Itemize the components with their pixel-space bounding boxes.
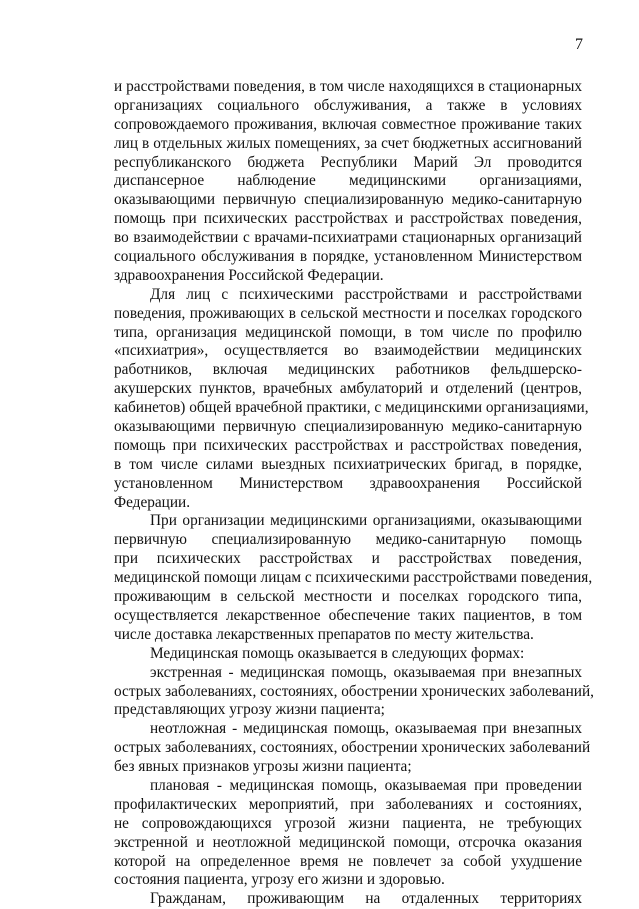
text-line: которой на определенное время не повлечет за собой ухудшение — [114, 852, 582, 870]
text-line: помощь при психических расстройствах и расстройствах поведения, — [114, 436, 582, 454]
text-line: работников, включая медицинских работников фельдшерско- — [114, 361, 582, 379]
paragraph — [114, 777, 582, 890]
text-line: установленном Министерством здравоохранения Российской — [114, 474, 582, 492]
text-line: плановая - медицинская помощь, оказываемая при проведении — [150, 776, 582, 794]
text-line: острых заболеваниях, состояниях, обострении хронических заболеваний, — [114, 682, 594, 700]
document-body — [114, 78, 594, 909]
text-line: сопровождаемого проживания, включая совместное проживание таких — [114, 115, 582, 133]
text-line: острых заболеваниях, состояниях, обострении хронических заболеваний — [114, 739, 591, 757]
text-line: здравоохранения Российской Федерации. — [114, 266, 384, 284]
text-line: Федерации. — [114, 493, 191, 511]
text-line: «психиатрия», осуществляется во взаимодействии медицинских — [114, 342, 582, 360]
text-line: оказывающими первичную специализированную медико-санитарную — [114, 191, 582, 209]
text-line: и расстройствами поведения, в том числе находящихся в стационарных — [114, 78, 582, 95]
paragraph — [114, 285, 589, 513]
text-line: Медицинская помощь оказывается в следующих формах: — [150, 644, 525, 662]
paragraph — [114, 720, 591, 777]
paragraph — [114, 645, 582, 664]
text-line: профилактических мероприятий, при заболеваниях и состояниях, — [114, 795, 582, 813]
text-line: кабинетов) общей врачебной практики, с медицинскими организациями, — [114, 399, 589, 417]
text-line: представляющих угрозу жизни пациента; — [114, 701, 385, 719]
text-line: медицинской помощи лицам с психическими расстройствами поведения, — [114, 569, 593, 587]
text-line: оказывающими первичную специализированную медико-санитарную — [114, 418, 582, 436]
text-line: экстренная - медицинская помощь, оказываемая при внезапных — [150, 663, 582, 681]
text-line: При организации медицинскими организациями, оказывающими — [150, 512, 582, 530]
text-line: типа, организация медицинской помощи, в том числе по профилю — [114, 323, 582, 341]
text-line: без явных признаков угрозы жизни пациента; — [114, 758, 412, 776]
text-line: при психических расстройствах и расстройствах поведения, — [114, 550, 582, 568]
page-number: 7 — [575, 36, 583, 53]
text-line: неотложная - медицинская помощь, оказываемая при внезапных — [150, 720, 582, 738]
text-line: проживающим в сельской местности и поселках городского типа, — [114, 588, 582, 606]
paragraph — [114, 512, 593, 644]
text-line: Для лиц с психическими расстройствами и расстройствами — [150, 285, 582, 303]
text-line: акушерских пунктов, врачебных амбулаторий и отделений (центров, — [114, 380, 582, 398]
text-line: осуществляется лекарственное обеспечение таких пациентов, в том — [114, 606, 582, 624]
text-line: лиц в отдельных жилых помещениях, за счет бюджетных ассигнований — [114, 134, 582, 152]
paragraph — [114, 890, 582, 909]
text-line: социального обслуживания в порядке, установленном Министерством — [114, 248, 582, 266]
text-line: помощь при психических расстройствах и расстройствах поведения, — [114, 210, 582, 228]
text-line: республиканского бюджета Республики Марий Эл проводится — [114, 153, 582, 171]
text-line: во взаимодействии с врачами-психиатрами стационарных организаций — [114, 229, 582, 247]
text-line: состояния пациента, угрозу его жизни и здоровью. — [114, 871, 445, 889]
text-line: не сопровождающихся угрозой жизни пациента, не требующих — [114, 814, 582, 832]
text-line: в том числе силами выездных психиатрических бригад, в порядке, — [114, 455, 582, 473]
text-line: диспансерное наблюдение медицинскими организациями, — [114, 172, 582, 190]
text-line: числе доставка лекарственных препаратов по месту жительства. — [114, 625, 534, 643]
text-line: поведения, проживающих в сельской местности и поселках городского — [114, 304, 582, 322]
text-line: организациях социального обслуживания, а также в условиях — [114, 96, 582, 114]
text-line: экстренной и неотложной медицинской помощи, отсрочка оказания — [114, 833, 582, 851]
paragraph — [114, 663, 594, 721]
text-line: первичную специализированную медико-санитарную помощь — [114, 531, 582, 549]
text-line: Гражданам, проживающим на отдаленных территориях — [150, 890, 582, 908]
paragraph — [114, 78, 582, 286]
